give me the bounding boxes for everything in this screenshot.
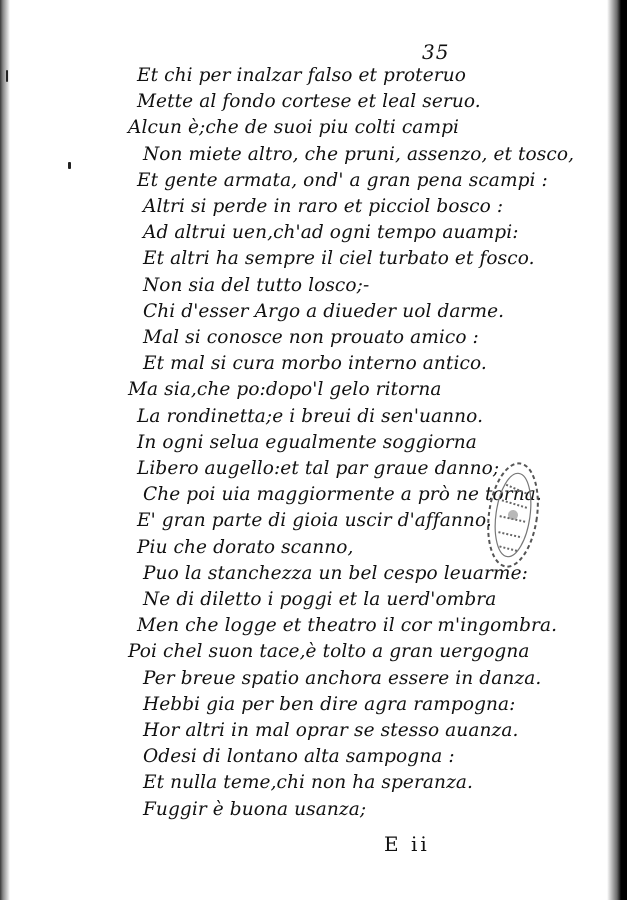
signature-mark: E ii	[384, 832, 430, 856]
verse-line: Ne di diletto i poggi et la uerd'ombra	[143, 589, 497, 610]
verse-line: In ogni selua egualmente soggiorna	[137, 431, 477, 453]
verse-line: Altri si perde in raro et picciol bosco :	[143, 196, 504, 217]
verse-line: Ad altrui uen,ch'ad ogni tempo auampi:	[143, 222, 519, 244]
verse-line: Poi chel suon tace,è tolto a gran uergogna	[128, 641, 530, 663]
ink-speck	[68, 162, 71, 169]
verse-line: Libero augello:et tal par graue danno;	[137, 458, 500, 479]
verse-line: Non sia del tutto losco;-	[143, 274, 370, 296]
verse-line: Che poi uia maggiormente a prò ne torna.	[143, 484, 542, 506]
verse-line: La rondinetta;e i breui di sen'uanno.	[137, 405, 484, 427]
verse-line: Hebbi gia per ben dire agra rampogna:	[143, 693, 516, 715]
verse-line: Mette al fondo cortese et leal seruo.	[137, 91, 481, 113]
verse-line: Fuggir è buona usanza;	[143, 798, 367, 820]
verse-line: Alcun è;che de suoi piu colti campi	[128, 117, 460, 139]
verse-line: Hor altri in mal oprar se stesso auanza.	[143, 720, 519, 741]
verse-line: Et chi per inalzar falso et proteruo	[137, 65, 466, 86]
verse-line: Odesi di lontano alta sampogna :	[143, 746, 455, 768]
page-edge-right	[607, 0, 627, 900]
verse-line: Chi d'esser Argo a diueder uol darme.	[143, 300, 505, 322]
verse-line: Et mal si cura morbo interno antico.	[143, 353, 487, 375]
verse-line: Mal si conosce non prouato amico :	[143, 327, 479, 348]
verse-line: Men che logge et theatro il cor m'ingombra.	[137, 615, 558, 637]
verse-line: Non miete altro, che pruni, assenzo, et tosco,	[143, 143, 575, 165]
ink-speck	[6, 70, 8, 82]
verse-line: Et nulla teme,chi non ha speranza.	[143, 772, 474, 794]
page-edge-left	[0, 0, 10, 900]
verse-line: Per breue spatio anchora essere in danza.	[143, 667, 542, 689]
verse-line: Piu che dorato scanno,	[137, 536, 354, 558]
verse-line: Ma sia,che po:dopo'l gelo ritorna	[128, 379, 442, 401]
verse-line: E' gran parte di gioia uscir d'affanno.	[137, 510, 492, 532]
folio-number: 35	[422, 40, 450, 64]
verse-line: Et altri ha sempre il ciel turbato et fosco.	[143, 248, 535, 270]
verse-line: Puo la stanchezza un bel cespo leuarme:	[143, 562, 528, 584]
library-stamp-icon	[482, 456, 544, 574]
verse-line: Et gente armata, ond' a gran pena scampi :	[137, 169, 548, 191]
